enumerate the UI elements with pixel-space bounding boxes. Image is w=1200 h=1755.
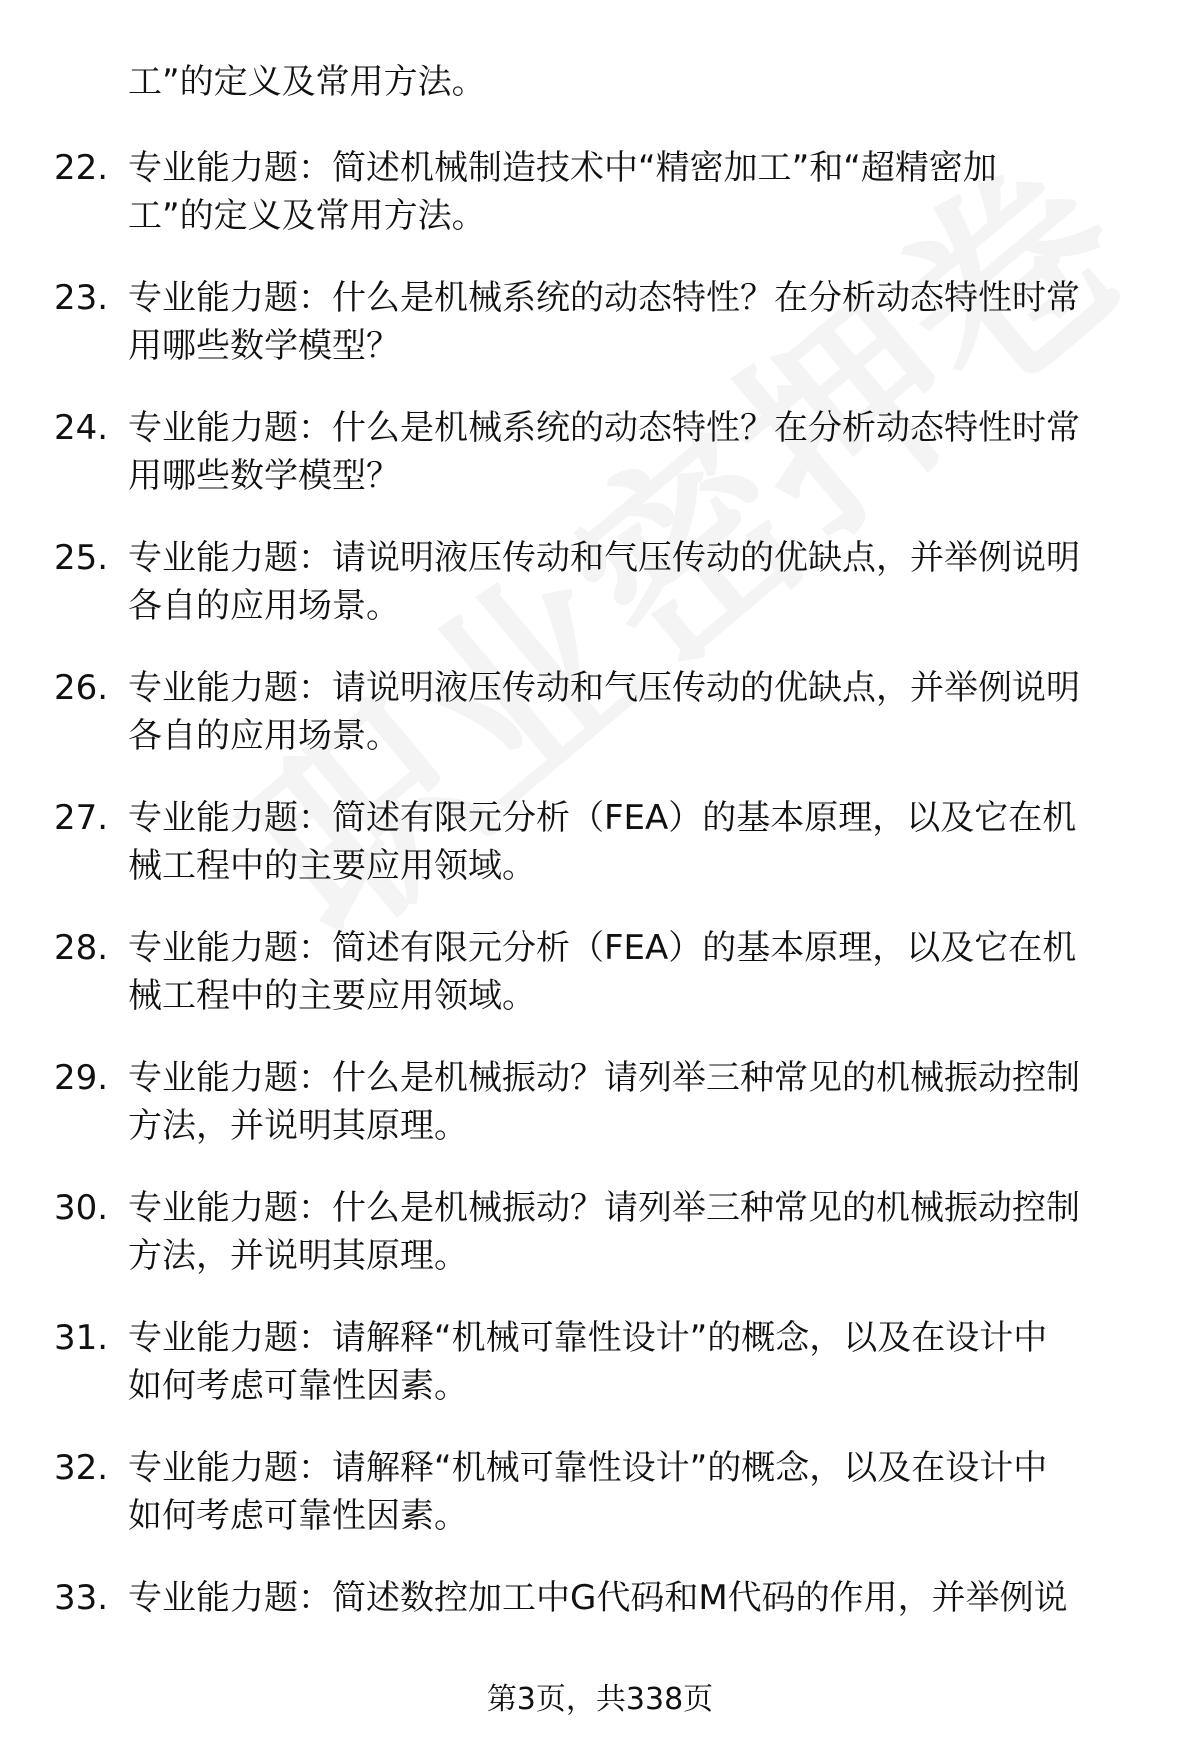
question-item [0,1314,1200,1444]
question-number: 31. [54,1318,109,1358]
question-text: 专业能力题：简述机械制造技术中“精密加工”和“超精密加 工”的定义及常用方法。 [128,148,997,236]
question-text: 专业能力题：请说明液压传动和气压传动的优缺点，并举例说明 各自的应用场景。 [128,538,1080,626]
question-text: 专业能力题：什么是机械系统的动态特性？在分析动态特性时常 用哪些数学模型？ [128,408,1080,496]
question-text: 专业能力题：请解释“机械可靠性设计”的概念，以及在设计中 如何考虑可靠性因素。 [128,1448,1048,1536]
question-item [0,274,1200,404]
question-number: 29. [54,1058,109,1098]
question-item [0,794,1200,924]
question-number: 32. [54,1448,109,1488]
page-footer: 第3页，共338页 [486,1682,714,1717]
question-number: 24. [54,408,109,448]
question-item [0,664,1200,794]
question-number: 33. [54,1578,109,1618]
question-item [0,404,1200,534]
question-item [0,144,1200,274]
question-text: 专业能力题：什么是机械振动？请列举三种常见的机械振动控制 方法，并说明其原理。 [128,1188,1080,1276]
question-item [0,924,1200,1054]
question-number: 23. [54,278,109,318]
question-list [0,144,1200,1704]
question-item [0,1444,1200,1574]
question-number: 27. [54,798,109,838]
question-number: 30. [54,1188,109,1228]
question-text: 专业能力题：请说明液压传动和气压传动的优缺点，并举例说明 各自的应用场景。 [128,668,1080,756]
question-text: 专业能力题：简述有限元分析（FEA）的基本原理，以及它在机 械工程中的主要应用领域。 [128,928,1077,1016]
question-number: 26. [54,668,109,708]
question-item [0,1184,1200,1314]
question-text: 专业能力题：请解释“机械可靠性设计”的概念，以及在设计中 如何考虑可靠性因素。 [128,1318,1048,1406]
question-number: 22. [54,148,109,188]
question-text: 专业能力题：什么是机械系统的动态特性？在分析动态特性时常 用哪些数学模型？ [128,278,1080,366]
continuation-text: 工”的定义及常用方法。 [128,62,486,102]
question-number: 25. [54,538,109,578]
question-item [0,534,1200,664]
question-item [0,1054,1200,1184]
question-text: 专业能力题：简述有限元分析（FEA）的基本原理，以及它在机 械工程中的主要应用领域。 [128,798,1077,886]
question-text: 专业能力题：什么是机械振动？请列举三种常见的机械振动控制 方法，并说明其原理。 [128,1058,1080,1146]
question-number: 28. [54,928,109,968]
question-text: 专业能力题：简述数控加工中G代码和M代码的作用，并举例说 [128,1578,1068,1618]
